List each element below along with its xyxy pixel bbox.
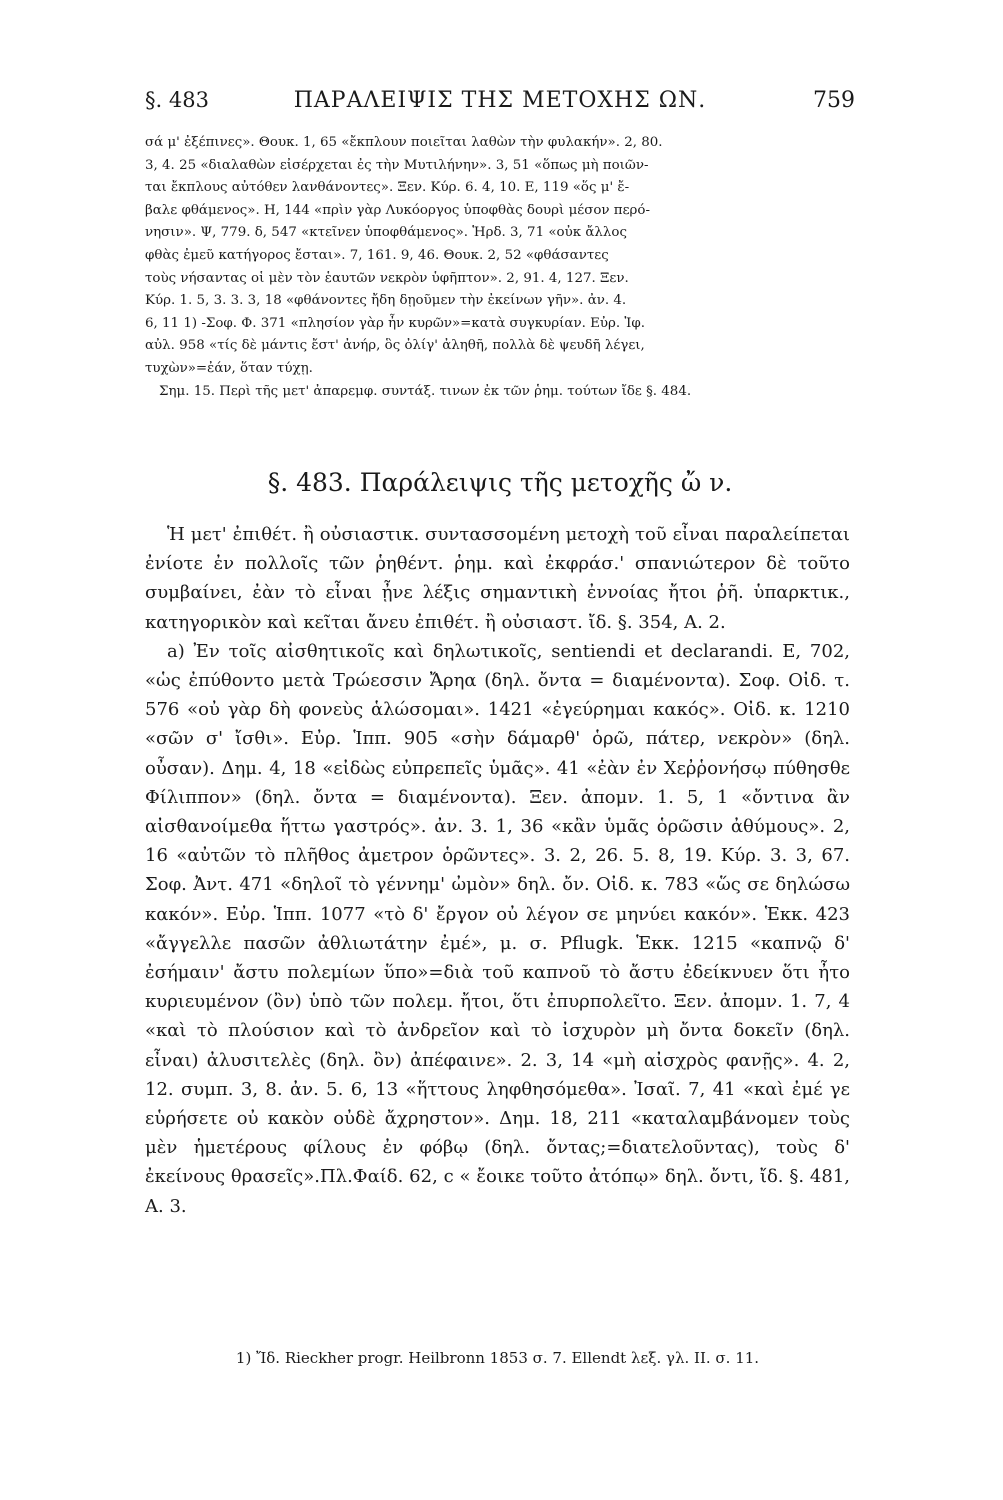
footnote: 1) Ἴδ. Rieckher progr. Heilbronn 1853 σ. 7. Ellendt λεξ. γλ. ΙΙ. σ. 11. [235, 1349, 760, 1367]
continuation-line: τοὺς νήσαντας οἱ μὲν τὸν ἑαυτῶν νεκρὸν ὑφῆπτον». 2, 91. 4, 127. Ξεν. [145, 270, 629, 286]
continuation-line: νησιν». Ψ, 779. δ, 547 «κτεῖνεν ὑποφθάμενος». Ἡρδ. 3, 71 «οὐκ ἄλλος [145, 225, 627, 241]
subsection-a-paragraph: a) Ἐν τοῖς αἰσθητικοῖς καὶ δηλωτικοῖς, sentiendi et declarandi. Ε, 702, «ὡς ἐπύθοντο μετὰ Τρώεσσιν Ἄρηα (δηλ. ὄντα = διαμένοντα). Σοφ. Οἰδ. τ. 576 «οὐ γὰρ δὴ φονεὺς ἁλώσομαι». 1421 «ἐγεύρημαι κακός». Οἰδ. κ. 1210 «σῶν σ' ἴσθι». Εὐρ. Ἱππ. 905 «σὴν δάμαρθ' ὁρῶ, πάτερ, νεκρὸν» (δηλ. οὖσαν). Δημ. 4, 18 «εἰδὼς εὐπρεπεῖς ὑμᾶς». 41 «ἐὰν ἐν Χεῤῥονήσῳ πύθησθε Φίλιππον» (δηλ. ὄντα = διαμένοντα). Ξεν. ἀπομν. 1. 5, 1 «ὄντινα ἂν αἰσθανοίμεθα ἥττω γαστρός». ἀν. 3. 1, 36 «κἂν ὑμᾶς ὁρῶσιν ἀθύμους». 2, 16 «αὐτῶν τὸ πλῆθος ἀμετρον ὁρῶντες». 3. 2, 26. 5. 8, 19. Κύρ. 3. 3, 67. Σοφ. Ἀντ. 471 «δηλοῖ τὸ γέννημ' ὠμὸν» δηλ. ὄν. Οἰδ. κ. 783 «ὥς σε δηλώσω κακόν». Εὐρ. Ἱππ. 1077 «τὸ δ' ἔργον οὐ λέγον σε μηνύει κακόν». Ἑκκ. 423 «ἄγγελλε πασῶν ἀθλιωτάτην ἐμέ», μ. σ. Pflugk. Ἑκκ. 1215 «καπνῷ δ' ἐσήμαιν' ἄστυ πολεμίων ὕπο»=διὰ τοῦ καπνοῦ τὸ ἄστυ ἐδείκνυεν ὅτι ἦτο κυριευμένον (ὂν) ὑπὸ τῶν πολεμ. ἤτοι, ὅτι ἐπυρπολεῖτο. Ξεν. ἀπομν. 1. 7, 4 «καὶ τὸ πλούσιον καὶ τὸ ἀνδρεῖον καὶ τὸ ἰσχυρὸν μὴ ὄντα δοκεῖν (δηλ. εἶναι) ἀλυσιτελὲς (δηλ. ὂν) ἀπέφαινε». 2. 3, 14 «μὴ αἰσχρὸς φανῇς». 4. 2, 12. συμπ. 3, 8. ἀν. 5. 6, 13 «ἥττους ληφθησόμεθα». Ἰσαῖ. 7, 41 «καὶ ἐμέ γε εὑρήσετε οὐ κακὸν οὐδὲ ἄχρηστον». Δημ. 18, 211 «καταλαμβάνομεν τοὺς μὲν ἡμετέρους φίλους ἐν φόβῳ (δηλ. ὄντας;=διατελοῦντας), τοὺς δ' ἐκείνους θρασεῖς».Πλ.Φαίδ. 62, c « ἔοικε τοῦτο ἀτόπῳ» δηλ. ὄντι, ἴδ. §. 481, Α. 3. [145, 640, 850, 1217]
header-section-number: §. 483 [145, 88, 209, 112]
section-heading: §. 483. Παράλειψις τῆς μετοχῆς ὤ ν. [267, 468, 733, 497]
continuation-line: 6, 11 1) -Σοφ. Φ. 371 «πλησίον γὰρ ἦν κυρῶν»=κατὰ συγκυρίαν. Εὐρ. Ἰφ. [145, 315, 646, 331]
preceding-section-continuation [145, 132, 845, 403]
continuation-line: 3, 4. 25 «διαλαθὼν εἰσέρχεται ἐς τὴν Μυτιλήνην». 3, 51 «ὅπως μὴ ποιῶν- [145, 157, 649, 173]
page-number: 759 [813, 88, 855, 113]
main-text [145, 520, 850, 1221]
intro-paragraph: Ἡ μετ' ἐπιθέτ. ἢ οὐσιαστικ. συντασσομένη μετοχὴ τοῦ εἶναι παραλείπεται ἐνίοτε ἐν πολλοῖς τῶν ῥηθέντ. ῥημ. καὶ ἐκφράσ.' σπανιώτερον δὲ τοῦτο συμβαίνει, ἐὰν τὸ εἶναι ᾖνε λέξις σημαντικὴ ἐννοίας ἤτοι ῥῆ. ὑπαρκτικ., κατηγορικὸν καὶ κεῖται ἄνευ ἐπιθέτ. ἢ οὐσιαστ. ἴδ. §. 354, Α. 2. [145, 524, 850, 633]
continuation-line: φθὰς ἐμεῦ κατήγορος ἔσται». 7, 161. 9, 46. Θουκ. 2, 52 «φθάσαντες [145, 247, 609, 263]
continuation-line: αὐλ. 958 «τίς δὲ μάντις ἔστ' ἀνήρ, ὃς ὀλίγ' ἀληθῆ, πολλὰ δὲ ψευδῆ λέγει, [145, 338, 645, 354]
continuation-line: ται ἔκπλους αὐτόθεν λανθάνοντες». Ξεν. Κύρ. 6. 4, 10. Ε, 119 «ὅς μ' ἔ- [145, 180, 630, 196]
continuation-line: βαλε φθάμενος». Η, 144 «πρὶν γὰρ Λυκόοργος ὑποφθὰς δουρὶ μέσον περό- [145, 202, 650, 218]
continuation-line: σά μ' ἐξέπινες». Θουκ. 1, 65 «ἔκπλουν ποιεῖται λαθὼν τὴν φυλακήν». 2, 80. [145, 135, 663, 150]
remark-note: Σημ. 15. Περὶ τῆς μετ' ἀπαρεμφ. συντάξ. τινων ἐκ τῶν ῥημ. τούτων ἴδε §. 484. [159, 383, 692, 399]
page-header [145, 88, 855, 124]
continuation-line: τυχὼν»=ἐάν, ὅταν τύχῃ. [145, 360, 313, 376]
continuation-line: Κύρ. 1. 5, 3. 3. 3, 18 «φθάνοντες ἤδη δῃοῦμεν τὴν ἐκείνων γῆν». ἀν. 4. [145, 293, 627, 309]
header-title: ΠΑΡΑΛΕΙΨΙΣ ΤΗΣ ΜΕΤΟΧΗΣ ΩΝ. [293, 88, 707, 113]
